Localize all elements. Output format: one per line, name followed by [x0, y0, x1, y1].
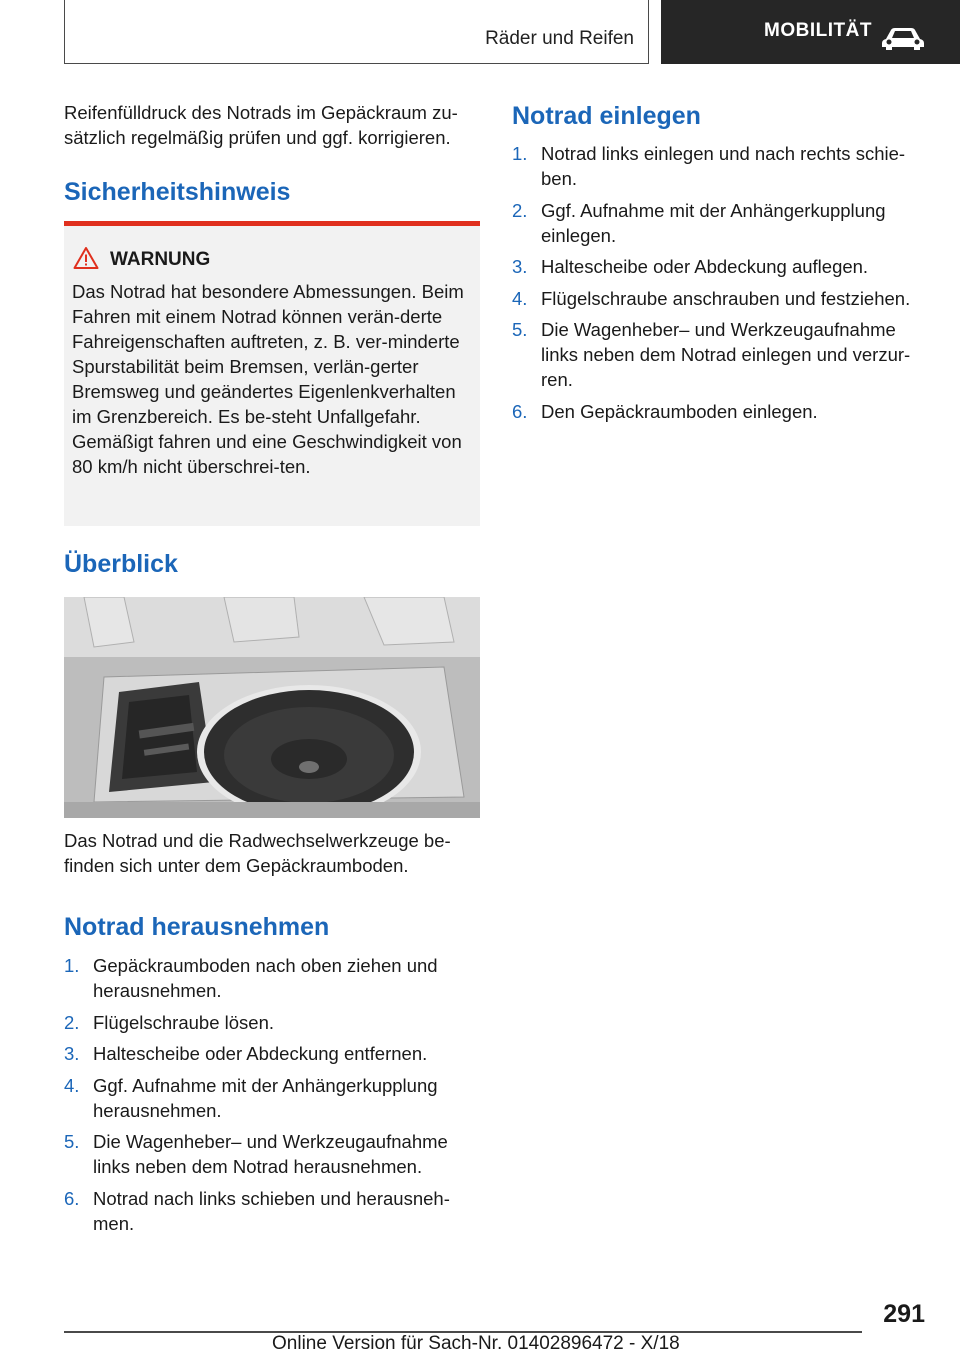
- safety-heading: Sicherheitshinweis: [64, 178, 291, 206]
- step-text: Die Wagenheber– und Werkzeugaufnahme links neben dem Notrad herausnehmen.: [93, 1131, 448, 1177]
- list-item: [512, 141, 932, 191]
- warning-text: Das Notrad hat besondere Abmessungen. Beim Fahren mit einem Notrad können verän-derte Fahreigenschaften auftreten, z. B. ver-minderte Spurstabilität beim Bremsen, verlän-gerter Bremsweg und geändertes Eigenlenkverhalten im Grenzbereich. Es be-steht Unfallgefahr. Gemäßigt fahren und eine Geschwindigkeit von 80 km/h nicht überschrei-ten.: [72, 281, 464, 477]
- step-text: Gepäckraumboden nach oben ziehen und herausnehmen.: [93, 955, 438, 1001]
- step-text: Den Gepäckraumboden einlegen.: [541, 400, 818, 422]
- step-number: 5.: [64, 1131, 80, 1152]
- insert-heading: Notrad einlegen: [512, 102, 701, 130]
- remove-heading: Notrad herausnehmen: [64, 913, 330, 941]
- footer-online-version: Online Version für Sach-Nr. 01402896472 - X/18: [272, 1333, 680, 1354]
- intro-paragraph: Reifenfülldruck des Notrads im Gepäckraum zu-sätzlich regelmäßig prüfen und ggf. korrigieren.: [64, 102, 458, 148]
- step-text: Notrad links einlegen und nach rechts schie-ben.: [541, 143, 906, 189]
- step-number: 5.: [512, 319, 528, 340]
- remove-steps-list: [64, 953, 484, 1242]
- list-item: [64, 1010, 484, 1035]
- warning-triangle-icon: [73, 246, 99, 270]
- step-text: Haltescheibe oder Abdeckung entfernen.: [93, 1043, 428, 1064]
- header-section-title: Räder und Reifen: [485, 28, 634, 49]
- overview-caption: Das Notrad und die Radwechselwerkzeuge be-finden sich unter dem Gepäckraumboden.: [64, 830, 451, 876]
- step-number: 2.: [64, 1011, 80, 1033]
- step-number: 4.: [64, 1074, 80, 1096]
- step-number: 1.: [64, 955, 80, 976]
- step-text: Flügelschraube anschrauben und festziehen.: [541, 287, 911, 309]
- step-number: 6.: [64, 1187, 80, 1209]
- header-chapter-title: MOBILITÄT: [764, 20, 872, 41]
- warning-title: WARNUNG: [110, 249, 211, 270]
- step-text: Die Wagenheber– und Werkzeugaufnahme links neben dem Notrad einlegen und verzur-ren.: [541, 319, 911, 390]
- step-text: Notrad nach links schieben und herausneh-men.: [93, 1187, 450, 1234]
- step-number: 6.: [512, 400, 528, 422]
- spare-wheel-illustration: [64, 597, 480, 818]
- page-number: 291: [883, 1300, 925, 1328]
- list-item: [64, 1041, 484, 1066]
- step-text: Ggf. Aufnahme mit der Anhängerkupplung herausnehmen.: [93, 1074, 438, 1121]
- car-icon: [880, 26, 926, 50]
- list-item: [64, 1186, 484, 1236]
- list-item: [512, 317, 932, 392]
- step-number: 3.: [64, 1043, 80, 1064]
- header-chapter-tab: [661, 0, 960, 64]
- list-item: [512, 198, 932, 248]
- list-item: [64, 1073, 484, 1123]
- step-number: 2.: [512, 199, 528, 221]
- step-text: Flügelschraube lösen.: [93, 1011, 274, 1033]
- list-item: [64, 1129, 484, 1179]
- list-item: [512, 286, 932, 311]
- step-text: Haltescheibe oder Abdeckung auflegen.: [541, 256, 869, 277]
- step-number: 3.: [512, 256, 528, 277]
- insert-steps-list: [512, 141, 932, 430]
- step-number: 1.: [512, 143, 528, 164]
- step-text: Ggf. Aufnahme mit der Anhängerkupplung einlegen.: [541, 199, 886, 246]
- list-item: [512, 399, 932, 424]
- list-item: [64, 953, 484, 1003]
- list-item: [512, 254, 932, 279]
- step-number: 4.: [512, 287, 528, 309]
- overview-heading: Überblick: [64, 550, 178, 578]
